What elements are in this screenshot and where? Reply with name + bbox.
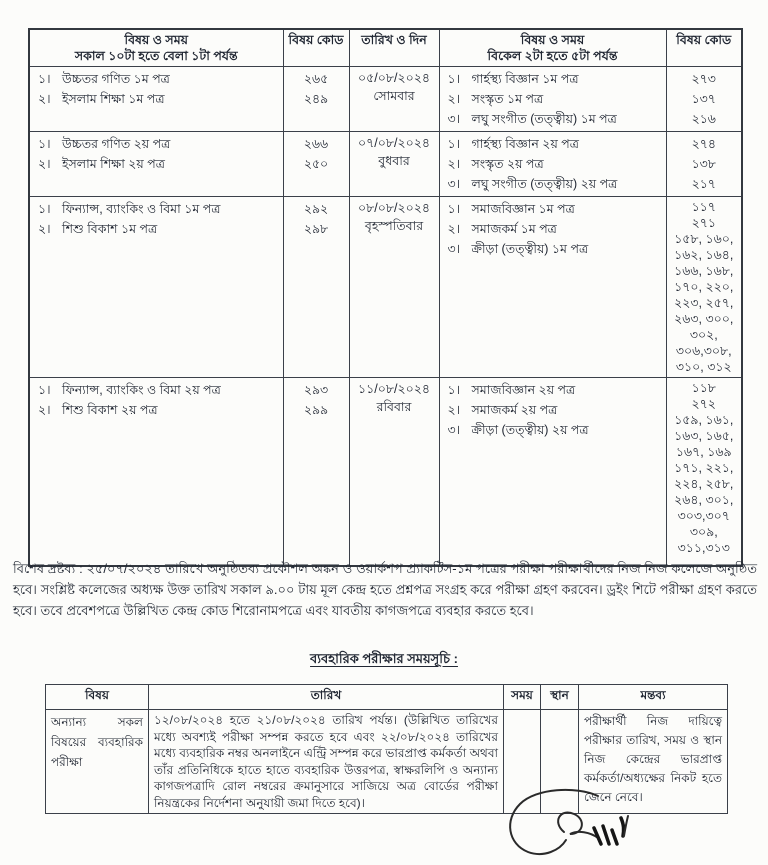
practical-subject-cell: অন্যান্য সকল বিষয়ের ব্যবহারিক পরীক্ষা [46, 710, 149, 814]
code-line: ৩০২, [689, 328, 718, 342]
afternoon-codes-cell [666, 197, 742, 378]
subject-serial: ২। [447, 222, 461, 236]
subject-name: লঘু সংগীত (তত্ত্বীয়) ১ম পত্র [471, 112, 617, 126]
practical-comment-cell: পরীক্ষার্থী নিজ দায়িত্বে পরীক্ষার তারিখ, সময় ও স্থান নিজ কেন্দ্রের ভারপ্রাপ্ত কর্মকর্তা/অধ্যক্ষের নিকট হতে জেনে নেবে। [579, 710, 728, 814]
code-line: ২৯২ [303, 202, 329, 216]
table-row [29, 67, 742, 132]
subject-serial: ৩। [447, 423, 461, 437]
subject-serial: ১। [38, 383, 51, 397]
practical-schedule-heading: ব্যবহারিক পরীক্ষার সময়সূচি : [310, 651, 458, 666]
subject-serial: ১। [447, 72, 461, 86]
subject-serial: ২। [447, 92, 461, 106]
code-line: ২৬৬ [303, 137, 329, 151]
subject-name: ক্রীড়া (তত্ত্বীয়) ২য় পত্র [471, 423, 589, 437]
subject-serial: ২। [38, 157, 51, 171]
subject-serial: ১। [38, 137, 51, 151]
header-date-day: তারিখ ও দিন [349, 29, 439, 67]
subject-serial: ৩। [447, 177, 461, 191]
table-row [29, 132, 742, 197]
code-line: ২৬৩, ৩০০, [674, 312, 734, 326]
subject-serial: ২। [38, 222, 51, 236]
exam-day: বুধবার [378, 154, 410, 168]
code-line: ২৬৫ [303, 72, 329, 86]
subject-name: ফিন্যান্স, ব্যাংকিং ও বিমা ২য় পত্র [62, 383, 221, 397]
code-line: ১৬৬, ১৬৮, [674, 264, 734, 278]
afternoon-title: বিষয় ও সময় [520, 33, 585, 47]
code-line: ২৯৯ [303, 403, 329, 417]
code-line: ৩০৬,৩০৮, [675, 344, 732, 358]
code-line: ২২৩, ২৫৭, [674, 296, 734, 310]
afternoon-codes-cell [666, 132, 742, 197]
table-row [29, 197, 742, 378]
subject-name: ইসলাম শিক্ষা ১ম পত্র [62, 92, 165, 106]
code-line: ১৫৮, ১৬০, [674, 232, 734, 246]
code-line: ৩১০, ৩১২ [675, 360, 732, 374]
subject-serial: ৩। [447, 112, 461, 126]
code-line: ১৭০, ২২০, [674, 280, 734, 294]
date-cell [349, 67, 439, 132]
afternoon-time-range: বিকেল ২টা হতে ৫টা পর্যন্ত [487, 49, 618, 63]
subject-serial: ২। [38, 92, 51, 106]
code-line: ২৯৮ [303, 222, 329, 236]
code-line: ৩১১,৩১৩ [677, 541, 730, 555]
subject-name: উচ্চতর গণিত ২য় পত্র [62, 137, 171, 151]
code-line: ১৭১, ২২১, [674, 461, 734, 475]
subject-name: ফিন্যান্স, ব্যাংকিং ও বিমা ১ম পত্র [62, 202, 221, 216]
subject-serial: ১। [447, 383, 461, 397]
code-line: ১১৭ [691, 200, 716, 214]
code-line: ১৬২, ১৬৪, [674, 248, 734, 262]
code-line: ২২৪, ২৫৮, [674, 477, 734, 491]
date-cell [349, 132, 439, 197]
subject-name: সমাজবিজ্ঞান ২য় পত্র [471, 383, 576, 397]
practical-date-cell: ১২/০৮/২০২৪ হতে ২১/০৮/২০২৪ তারিখ পর্যন্ত। (উল্লিখিত তারিখের মধ্যে অবশ্যই পরীক্ষা সম্পন্ন করতে হবে এবং ২২/০৮/২০২৪ তারিখের মধ্যে ব্যবহারিক নম্বর অনলাইনে এন্ট্রি সম্পন্ন করে ভারপ্রাপ্ত কর্মকর্তা অথবা তাঁর প্রতিনিধিকে হাতে হাতে ব্যবহারিক উত্তরপত্র, স্বাক্ষরলিপি ও অন্যান্য কাগজপত্রাদি রোল নম্বরের ক্রমানুসারে সাজিয়ে অত্র বোর্ডের পরীক্ষা নিয়ন্ত্রকের নির্দেশনা অনুযায়ী জমা দিতে হবে)। [149, 710, 504, 814]
morning-time-range: সকাল ১০টা হতে বেলা ১টা পর্যন্ত [74, 49, 238, 63]
code-line: ১৬৩, ১৬৫, [674, 429, 734, 443]
subject-serial: ১। [447, 137, 461, 151]
subject-name: গার্হস্থ্য বিজ্ঞান ১ম পত্র [471, 72, 579, 86]
code-line: ১৩৭ [691, 92, 716, 106]
subject-name: শিশু বিকাশ ২য় পত্র [62, 403, 158, 417]
code-line: ২৭৪ [691, 137, 716, 151]
morning-title: বিষয় ও সময় [124, 33, 188, 47]
code-line: ২১৬ [691, 112, 716, 126]
subject-name: ক্রীড়া (তত্ত্বীয়) ১ম পত্র [471, 242, 589, 256]
subject-name: সংস্কৃত ২য় পত্র [471, 157, 544, 171]
exam-schedule-table [28, 28, 741, 567]
code-line: ২৪৯ [303, 92, 329, 106]
code-line: ২৬৪, ৩০১, [674, 493, 734, 507]
practical-header-row [46, 685, 728, 710]
subject-name: সমাজবিজ্ঞান ১ম পত্র [471, 202, 575, 216]
header-subject-code-left: বিষয় কোড [283, 29, 349, 67]
afternoon-codes-cell [666, 378, 742, 566]
subject-serial: ২। [447, 403, 461, 417]
code-line: ২৭২ [691, 397, 716, 411]
subject-serial: ১। [38, 72, 51, 86]
subject-name: সমাজকর্ম ২য় পত্র [471, 403, 558, 417]
practical-header-venue: স্থান [541, 685, 579, 710]
header-subject-code-right: বিষয় কোড [666, 29, 742, 67]
morning-codes-cell [283, 132, 349, 197]
signature-icon [498, 786, 668, 864]
code-line: ২৫০ [303, 157, 329, 171]
subject-name: শিশু বিকাশ ১ম পত্র [62, 222, 158, 236]
afternoon-subjects-cell [439, 132, 666, 197]
code-line: ২১৭ [691, 177, 716, 191]
exam-day: বৃহস্পতিবার [364, 219, 424, 233]
practical-header-time: সময় [504, 685, 541, 710]
header-morning-subjects [29, 29, 283, 67]
morning-codes-cell [283, 378, 349, 566]
afternoon-subjects-cell [439, 67, 666, 132]
morning-subjects-cell [29, 67, 283, 132]
practical-header-subject: বিষয় [46, 685, 149, 710]
table-row [29, 378, 742, 566]
date-cell [349, 197, 439, 378]
header-afternoon-subjects [439, 29, 666, 67]
code-line: ২৭৩ [691, 72, 716, 86]
code-line: ৩০৩,৩০৭ [677, 509, 730, 523]
code-line: ৩০৯, [689, 525, 718, 539]
afternoon-subjects-cell [439, 197, 666, 378]
exam-day: সোমবার [373, 89, 415, 103]
subject-name: সমাজকর্ম ১ম পত্র [471, 222, 557, 236]
code-line: ১৩৮ [691, 157, 716, 171]
morning-codes-cell [283, 67, 349, 132]
subject-name: উচ্চতর গণিত ১ম পত্র [62, 72, 170, 86]
subject-name: ইসলাম শিক্ষা ২য় পত্র [62, 157, 165, 171]
date-cell [349, 378, 439, 566]
table-header-row [29, 29, 742, 67]
exam-date: ১১/০৮/২০২৪ [358, 382, 430, 396]
morning-subjects-cell [29, 378, 283, 566]
code-line: ২৯৩ [303, 383, 329, 397]
morning-subjects-cell [29, 197, 283, 378]
subject-serial: ১। [38, 202, 51, 216]
subject-serial: ৩। [447, 242, 461, 256]
practical-header-date: তারিখ [149, 685, 504, 710]
subject-name: গার্হস্থ্য বিজ্ঞান ২য় পত্র [471, 137, 579, 151]
exam-day: রবিবার [376, 400, 412, 414]
morning-codes-cell [283, 197, 349, 378]
subject-serial: ২। [38, 403, 51, 417]
subject-name: সংস্কৃত ১ম পত্র [471, 92, 544, 106]
afternoon-codes-cell [666, 67, 742, 132]
code-line: ২৭১ [691, 216, 716, 230]
exam-date: ০৫/০৮/২০২৪ [358, 71, 430, 85]
morning-subjects-cell [29, 132, 283, 197]
code-line: ১৫৯, ১৬১, [674, 413, 734, 427]
subject-serial: ১। [447, 202, 461, 216]
subject-name: লঘু সংগীত (তত্ত্বীয়) ২য় পত্র [471, 177, 618, 191]
exam-date: ০৮/০৮/২০২৪ [358, 201, 430, 215]
code-line: ১১৮ [691, 381, 716, 395]
code-line: ১৬৭, ১৬৯ [675, 445, 732, 459]
exam-date: ০৭/০৮/২০২৪ [358, 136, 430, 150]
special-note: বিশেষ দ্রষ্টব্য : ২৫/০৭/২০২৪ তারিখে অনুষ্ঠিতব্য প্রকৌশল অঙ্কন ও ওয়ার্কশপ প্র্যাকটিস-১ম পত্রের পরীক্ষা পরীক্ষার্থীদের নিজ নিজ কলেজে অনুষ্ঠিত হবে। সংশ্লিষ্ট কলেজের অধ্যক্ষ উক্ত তারিখ সকাল ৯.০০ টায় মূল কেন্দ্র হতে প্রশ্নপত্র সংগ্রহ করে পরীক্ষা গ্রহণ করবেন। ড্রইং শিটে পরীক্ষা গ্রহণ করতে হবে। তবে প্রবেশপত্রে উল্লিখিত কেন্দ্র কোড শিরোনামপত্রে এবং যাবতীয় কাগজপত্রে ব্যবহার করতে হবে। [13, 561, 757, 618]
practical-header-comment: মন্তব্য [579, 685, 728, 710]
subject-serial: ২। [447, 157, 461, 171]
afternoon-subjects-cell [439, 378, 666, 566]
